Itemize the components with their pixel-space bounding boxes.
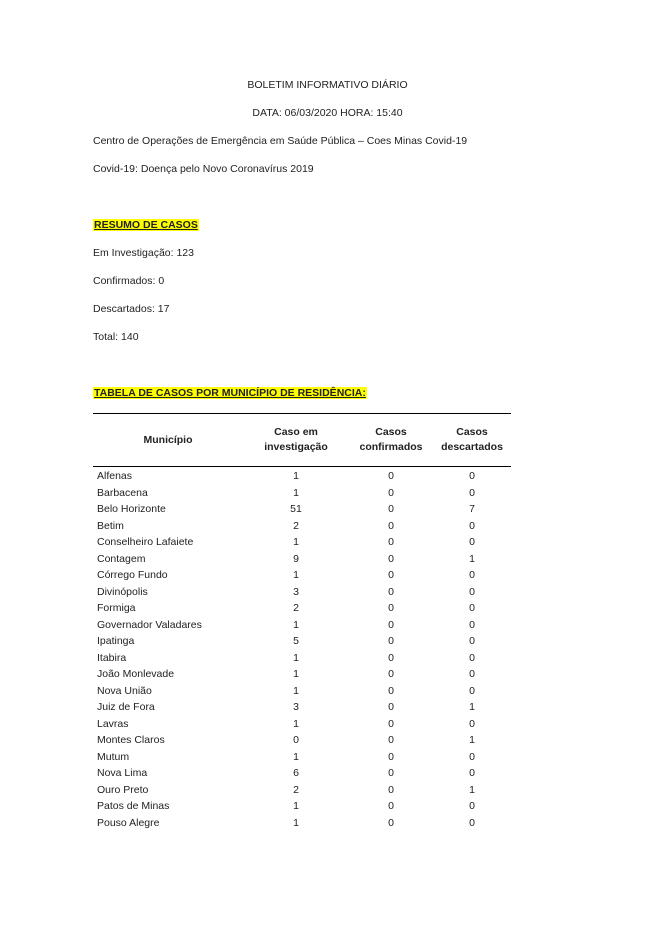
cell-investigation: 51 [290, 503, 302, 515]
cell-confirmed: 0 [388, 519, 394, 532]
cell-discarded: 0 [469, 585, 475, 598]
table-row [93, 650, 511, 667]
cell-municipality: Itabira [97, 651, 127, 664]
table-row [93, 600, 511, 617]
table-row [93, 815, 511, 832]
cell-confirmed: 0 [388, 486, 394, 499]
table-row [93, 518, 511, 535]
cell-investigation: 5 [293, 635, 299, 647]
summary-total: Total: 140 [93, 331, 139, 343]
cell-discarded: 0 [469, 717, 475, 730]
cell-discarded: 0 [469, 635, 475, 647]
cell-discarded: 1 [469, 552, 475, 565]
cell-investigation: 1 [293, 618, 299, 631]
cell-confirmed: 0 [388, 470, 394, 482]
cell-discarded: 0 [469, 767, 475, 779]
cell-investigation: 1 [293, 486, 299, 499]
table-row [93, 501, 511, 518]
cell-confirmed: 0 [388, 668, 394, 680]
cell-discarded: 0 [469, 668, 475, 680]
summary-confirmed: Confirmados: 0 [93, 275, 165, 287]
cell-municipality: Belo Horizonte [97, 503, 166, 515]
column-header-discarded: Casos descartados [441, 426, 503, 453]
cell-discarded: 0 [469, 750, 475, 763]
cell-discarded: 0 [469, 651, 475, 664]
table-row [93, 798, 511, 815]
cell-discarded: 7 [469, 503, 475, 515]
table-row [93, 633, 511, 650]
cell-investigation: 1 [293, 750, 299, 763]
cell-confirmed: 0 [388, 734, 394, 746]
table-row [93, 782, 511, 799]
cell-discarded: 0 [469, 602, 475, 614]
cell-municipality: Córrego Fundo [97, 569, 168, 581]
cell-investigation: 9 [293, 552, 299, 565]
cell-investigation: 6 [293, 767, 299, 779]
cell-municipality: Mutum [97, 750, 130, 763]
cell-discarded: 0 [469, 470, 475, 482]
cell-discarded: 0 [469, 800, 475, 812]
cases-by-municipality-table [93, 413, 511, 831]
column-header-confirmed: Casos confirmados [359, 426, 423, 453]
cell-confirmed: 0 [388, 651, 394, 664]
cell-municipality: Montes Claros [97, 734, 165, 746]
table-row [93, 467, 511, 485]
cell-discarded: 0 [469, 536, 475, 548]
table-row [93, 666, 511, 683]
cell-investigation: 1 [293, 717, 299, 730]
cell-confirmed: 0 [388, 816, 394, 829]
table-row [93, 584, 511, 601]
cell-municipality: Juiz de Fora [97, 701, 155, 713]
table-row [93, 749, 511, 766]
cell-discarded: 0 [469, 816, 475, 829]
cell-confirmed: 0 [388, 767, 394, 779]
cell-investigation: 1 [293, 684, 299, 697]
cell-municipality: Conselheiro Lafaiete [97, 536, 194, 548]
cell-discarded: 0 [469, 486, 475, 499]
cell-confirmed: 0 [388, 536, 394, 548]
cell-investigation: 1 [293, 470, 299, 482]
cell-municipality: João Monlevade [97, 668, 175, 680]
cell-confirmed: 0 [388, 602, 394, 614]
table-row [93, 716, 511, 733]
cell-municipality: Divinópolis [97, 585, 148, 598]
column-header-municipality: Município [143, 433, 193, 446]
cell-municipality: Nova União [97, 684, 152, 697]
cell-investigation: 2 [293, 602, 299, 614]
cell-confirmed: 0 [388, 800, 394, 812]
table-row [93, 765, 511, 782]
cell-confirmed: 0 [388, 585, 394, 598]
table-row [93, 534, 511, 551]
table-row [93, 699, 511, 716]
summary-discarded: Descartados: 17 [93, 303, 170, 315]
bulletin-title: BOLETIM INFORMATIVO DIÁRIO [247, 79, 408, 91]
cell-investigation: 3 [293, 701, 299, 713]
table-row [93, 551, 511, 568]
disease-line: Covid-19: Doença pelo Novo Coronavírus 2019 [93, 163, 314, 175]
cell-discarded: 0 [469, 519, 475, 532]
cell-investigation: 2 [293, 783, 299, 796]
cell-municipality: Patos de Minas [97, 800, 170, 812]
summary-investigation: Em Investigação: 123 [93, 247, 194, 259]
cell-confirmed: 0 [388, 717, 394, 730]
cell-confirmed: 0 [388, 701, 394, 713]
cell-municipality: Pouso Alegre [97, 816, 160, 829]
cell-confirmed: 0 [388, 783, 394, 796]
cell-municipality: Betim [97, 519, 124, 532]
cell-municipality: Alfenas [97, 470, 133, 482]
summary-heading: RESUMO DE CASOS [94, 219, 198, 231]
cell-municipality: Lavras [97, 717, 129, 730]
organization-line: Centro de Operações de Emergência em Saúde Pública – Coes Minas Covid-19 [93, 135, 468, 147]
cell-discarded: 1 [469, 701, 475, 713]
cell-municipality: Governador Valadares [97, 618, 202, 631]
cell-municipality: Formiga [97, 602, 136, 614]
cell-investigation: 1 [293, 651, 299, 664]
cell-investigation: 1 [293, 800, 299, 812]
cell-investigation: 1 [293, 668, 299, 680]
column-header-investigation: Caso em investigação [264, 426, 328, 453]
cell-confirmed: 0 [388, 750, 394, 763]
cell-investigation: 1 [293, 816, 299, 829]
table-row [93, 732, 511, 749]
cell-discarded: 1 [469, 783, 475, 796]
cell-municipality: Barbacena [97, 486, 148, 499]
cell-discarded: 0 [469, 684, 475, 697]
cell-confirmed: 0 [388, 618, 394, 631]
cell-investigation: 2 [293, 519, 299, 532]
cell-municipality: Nova Lima [97, 767, 148, 779]
cell-discarded: 1 [469, 734, 475, 746]
cell-confirmed: 0 [388, 552, 394, 565]
cell-investigation: 0 [293, 734, 299, 746]
cell-municipality: Ipatinga [97, 635, 135, 647]
cell-investigation: 3 [293, 585, 299, 598]
table-row [93, 683, 511, 700]
cell-confirmed: 0 [388, 503, 394, 515]
cell-municipality: Contagem [97, 552, 146, 565]
table-heading: TABELA DE CASOS POR MUNICÍPIO DE RESIDÊNCIA: [94, 387, 366, 399]
cell-discarded: 0 [469, 618, 475, 631]
table-row [93, 485, 511, 502]
cell-discarded: 0 [469, 569, 475, 581]
cell-confirmed: 0 [388, 684, 394, 697]
table-row [93, 617, 511, 634]
cell-municipality: Ouro Preto [97, 783, 149, 796]
cell-confirmed: 0 [388, 635, 394, 647]
table-header-row [93, 414, 511, 467]
cell-investigation: 1 [293, 536, 299, 548]
bulletin-datetime: DATA: 06/03/2020 HORA: 15:40 [252, 107, 403, 119]
table-row [93, 567, 511, 584]
cell-confirmed: 0 [388, 569, 394, 581]
cell-investigation: 1 [293, 569, 299, 581]
